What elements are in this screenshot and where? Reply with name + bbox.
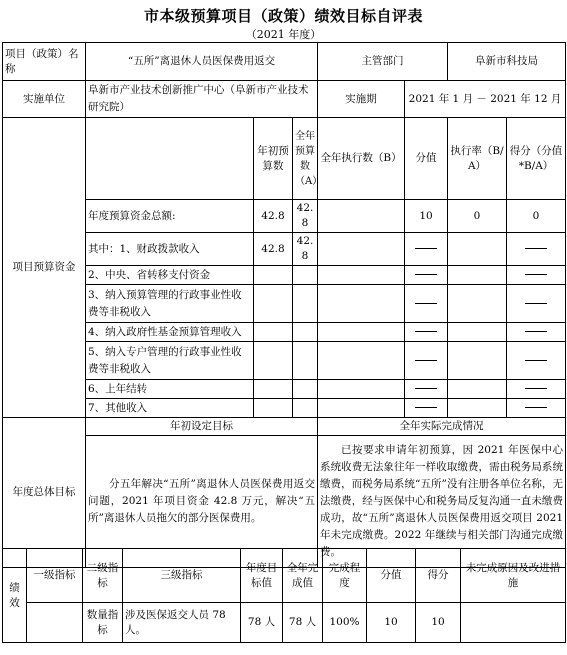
actual-goal-header: 全年实际完成情况 [318,418,566,436]
department-label: 主管部门 [318,43,448,81]
col-score-value: 分值 [405,118,448,200]
dash-mark [525,360,547,361]
dash-mark [415,248,437,249]
plan-goal-text: 分五年解决“五所”离退休人员医保费用返交问题，2021 年项目资金 42.8 万元，解决“五所”离退休人员拖欠的部分医保费用。 [86,436,318,568]
dash-mark [525,407,547,408]
perf-score: 10 [416,603,461,643]
fund-row-label: 4、纳入政府性基金预算管理收入 [86,323,254,342]
fund-row [3,200,566,233]
col-annual-execution: 全年执行数（B） [318,118,405,200]
perf-row [3,603,566,643]
fund-row-label: 其中：1、财政拨款收入 [86,233,254,266]
budget-section-label: 项目预算资金 [3,118,86,418]
dash-mark [525,274,547,275]
dash-mark [415,303,437,304]
fund-row-rate: 0 [448,200,507,233]
dash-mark [415,331,437,332]
col-value: 分值 [367,549,416,603]
perf-reason [461,603,566,643]
project-name-value: “五所”离退休人员医保费用返交 [86,43,318,81]
goals-section-label: 年度总体目标 [3,418,86,568]
fund-row-label: 6、上年结转 [86,380,254,399]
perf-actual: 78 人 [283,603,323,643]
col-level2: 二级指标 [83,549,123,603]
dash-mark [415,360,437,361]
implementing-unit-value: 阜新市产业技术创新推广中心（阜新市产业技术研究院） [86,81,318,118]
dash-mark [415,407,437,408]
project-name-label: 项目（政策）名称 [3,43,86,81]
dash-mark [415,274,437,275]
dash-mark [525,331,547,332]
col-level3: 三级指标 [123,549,241,603]
fund-row [3,380,566,399]
dash-mark [525,388,547,389]
col-level1: 一级指标 [27,549,83,603]
perf-level1 [27,603,83,643]
fund-row-label: 年度预算资金总额: [86,200,254,233]
col-score: 得分（分值*B/A） [507,118,566,200]
fund-row [3,342,566,380]
period-label: 实施期 [318,81,405,118]
fund-row [3,266,566,285]
fund-row [3,323,566,342]
col-initial-budget: 年初预算数 [254,118,293,200]
fund-row-label: 5、纳入专户管理的行政事业性收费等非税收入 [86,342,254,380]
perf-value: 10 [367,603,416,643]
col-target: 年度目标值 [241,549,283,603]
report-year: （2021 年度） [245,28,322,41]
perf-level2: 数量指标 [83,603,123,643]
report-title: 市本级预算项目（政策）绩效目标自评表 [143,7,423,25]
dash-mark [415,388,437,389]
fund-row-annual: 42.8 [293,200,318,233]
performance-table [2,548,566,643]
dash-mark [525,303,547,304]
col-degree: 完成程度 [323,549,367,603]
perf-level3: 涉及医保返交人员 78 人。 [123,603,241,643]
col-perf-score: 得分 [416,549,461,603]
plan-goal-header: 年初设定目标 [86,418,318,436]
perf-target: 78 人 [241,603,283,643]
col-annual-budget: 全年预算数（A） [293,118,318,200]
col-execution-rate: 执行率（B/A） [448,118,507,200]
fund-row-exec [318,200,405,233]
fund-row [3,233,566,266]
fund-row-label: 2、中央、省转移支付资金 [86,266,254,285]
period-value: 2021 年 1 月 － 2021 年 12 月 [405,81,566,118]
fund-row [3,399,566,418]
dash-mark [525,248,547,249]
col-reason: 未完成原因及改进措施 [461,549,566,603]
implementing-unit-label: 实施单位 [3,81,86,118]
perf-degree: 100% [323,603,367,643]
self-evaluation-table [2,42,566,568]
fund-row-score: 0 [507,200,566,233]
fund-row-budget: 42.8 [254,200,293,233]
actual-goal-text: 已按要求申请年初预算，因 2021 年医保中心系统收费无法象往年一样收取缴费，需由税务局系统缴费，而税务局系统“五所”没有注册各单位名称，无法缴费，经与医保中心和税务局反复沟通一直未缴费成功，故“五所”离退休人员医保费用返交项目 2021 年未完成缴费。2022 年继续与相关部门沟通完成缴费。 [318,436,566,568]
department-value: 阜新市科技局 [448,43,566,81]
fund-row-annual: 42.8 [293,233,318,266]
perf-section-label: 绩效 [3,549,27,643]
fund-row [3,285,566,323]
fund-row-label: 7、其他收入 [86,399,254,418]
fund-row-label: 3、纳入预算管理的行政事业性收费等非税收入 [86,285,254,323]
fund-row-value: 10 [405,200,448,233]
col-actual: 全年完成值 [283,549,323,603]
fund-row-budget: 42.8 [254,233,293,266]
